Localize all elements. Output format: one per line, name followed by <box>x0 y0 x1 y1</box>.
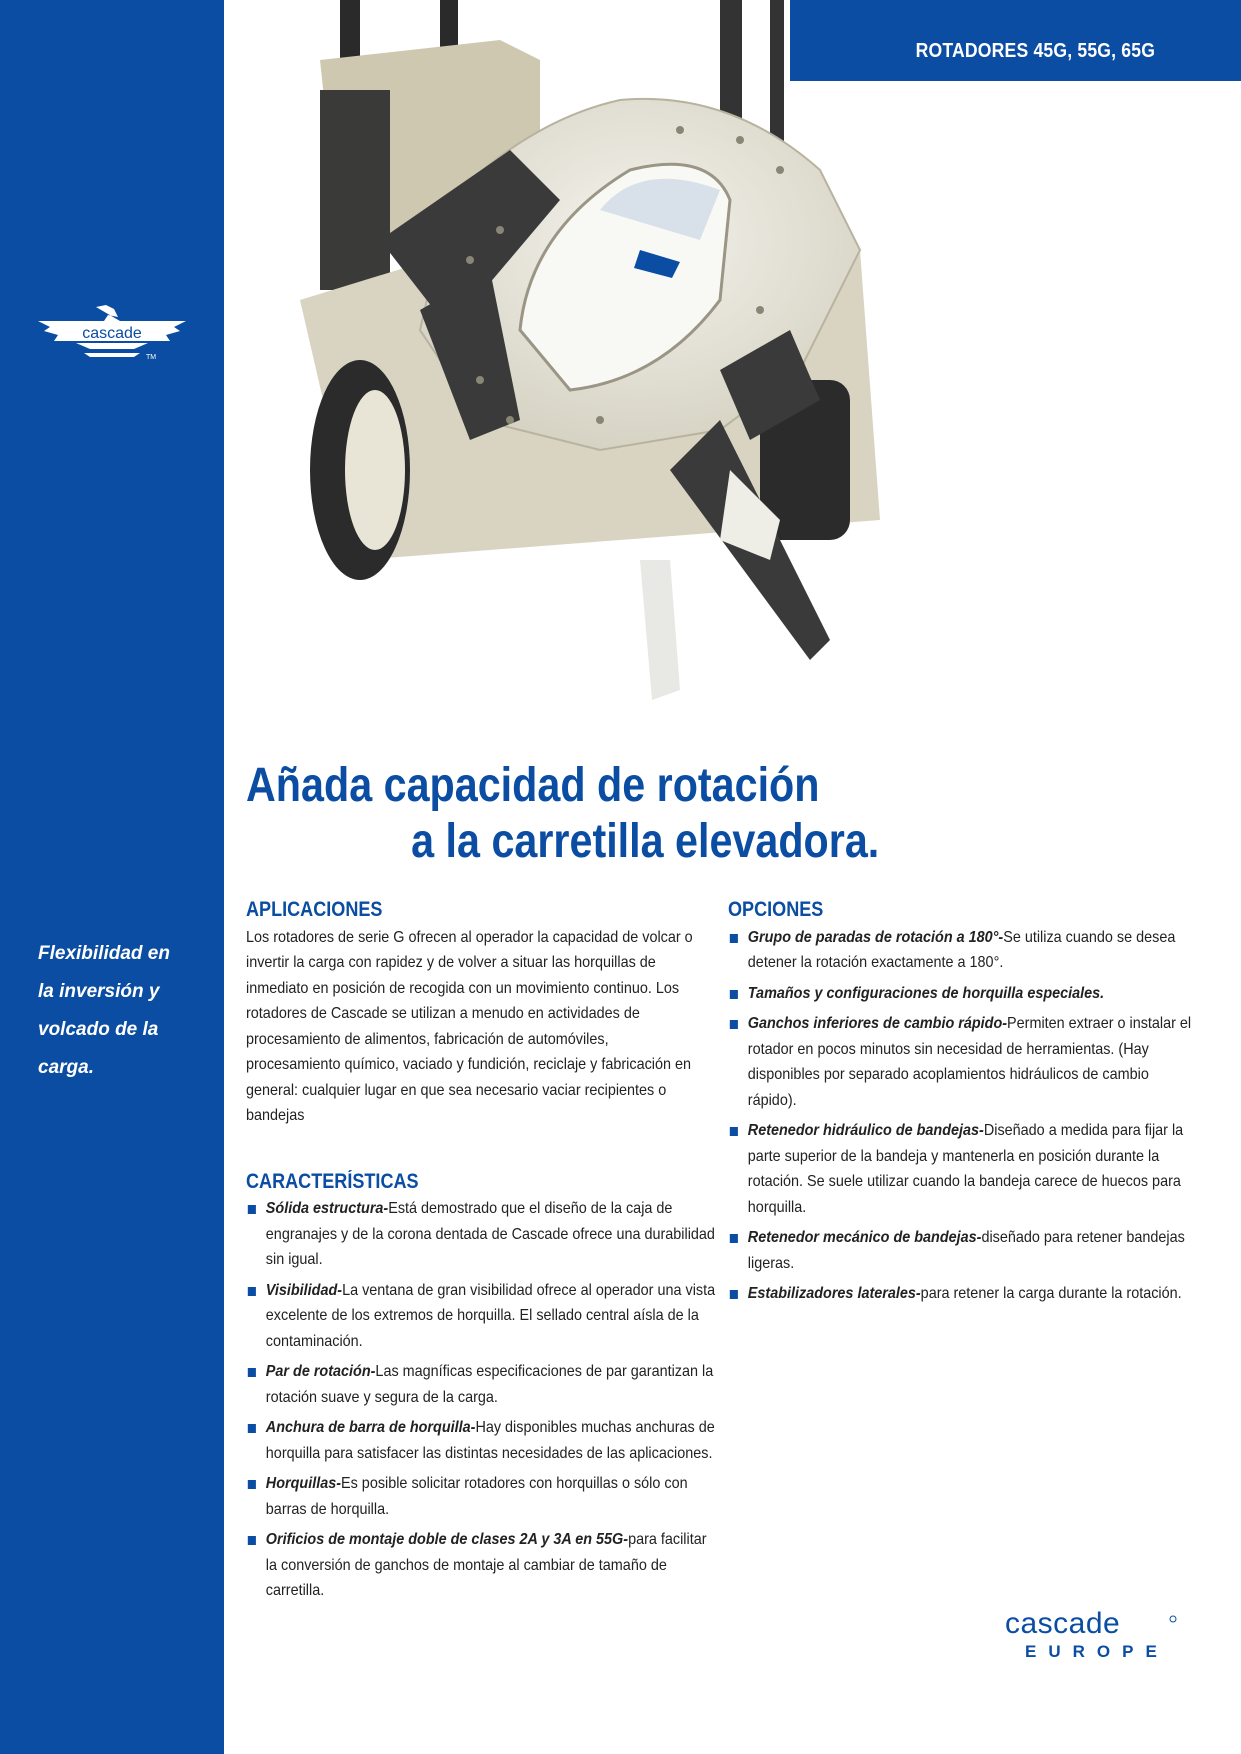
cascade-europe-logo <box>1003 1607 1179 1661</box>
list-item <box>728 1118 1197 1220</box>
tagline <box>38 935 208 1087</box>
feature-label: Par de rotación- <box>265 1363 376 1380</box>
feature-text: Está demostrado que el diseño de la caja de engranajes y de la corona dentada de Cascade ofrece una durabilidad sin igual. <box>265 1200 715 1268</box>
tagline-line: la inversión y <box>38 981 160 1002</box>
list-item <box>246 1359 717 1410</box>
feature-text: para facilitar la conversión de ganchos de montaje al cambiar de tamaño de carretilla. <box>265 1531 707 1599</box>
option-text: Diseñado a medida para fijar la parte superior de la bandeja y mantenerla en posición durante la rotación. Se suele utilizar cuando la bandeja carece de huecos para horquilla. <box>747 1122 1184 1216</box>
sidebar <box>0 0 224 1754</box>
option-text: para retener la carga durante la rotación. <box>920 1285 1182 1302</box>
list-item <box>246 1527 717 1604</box>
headline <box>246 758 879 870</box>
feature-label: Visibilidad- <box>265 1281 343 1299</box>
headline-line-2: a la carretilla elevadora. <box>411 815 880 868</box>
feature-label: Orificios de montaje doble de clases 2A y 3A en 55G- <box>265 1531 629 1548</box>
bullet-square-icon <box>248 1536 256 1545</box>
option-label: Estabilizadores laterales- <box>747 1285 921 1302</box>
left-column <box>246 897 716 1609</box>
option-label: Grupo de paradas de rotación a 180°- <box>747 928 1004 946</box>
logo-text: cascade <box>82 325 142 342</box>
bullet-square-icon <box>248 1368 256 1377</box>
option-label: Retenedor mecánico de bandejas- <box>747 1229 982 1246</box>
options-list <box>728 925 1192 1307</box>
option-label: Retenedor hidráulico de bandejas- <box>747 1122 984 1139</box>
list-item <box>728 1281 1197 1307</box>
list-item <box>728 925 1197 976</box>
list-item <box>246 1415 717 1466</box>
feature-label: Horquillas- <box>265 1475 342 1492</box>
bullet-square-icon <box>730 1020 738 1029</box>
bullet-square-icon <box>248 1287 256 1296</box>
footer-brand: cascade <box>1005 1607 1121 1640</box>
option-label: Ganchos inferiores de cambio rápido- <box>747 1015 1008 1032</box>
tagline-line: volcado de la <box>38 1019 159 1040</box>
option-text: Permiten extraer o instalar el rotador en pocos minutos sin necesidad de herramientas. (Hay disponibles por separado acoplamientos hidráulicos de cambio rápido). <box>747 1015 1192 1109</box>
feature-label: Sólida estructura- <box>265 1200 389 1217</box>
bullet-square-icon <box>248 1205 256 1214</box>
logo-tm: TM <box>146 354 157 361</box>
list-item <box>728 1225 1197 1276</box>
features-list <box>246 1196 716 1604</box>
bullet-square-icon <box>730 1127 738 1136</box>
feature-text: Es posible solicitar rotadores con horquillas o sólo con barras de horquilla. <box>265 1475 688 1518</box>
bullet-square-icon <box>730 990 738 999</box>
option-text: diseñado para retener bandejas ligeras. <box>747 1229 1185 1272</box>
right-column <box>728 897 1192 1312</box>
list-item <box>246 1196 717 1273</box>
applications-text: Los rotadores de serie G ofrecen al operador la capacidad de volcar o invertir la carga con rapidez y de volver a situar las horquillas de inmediato en posición de recogida con un movimiento continuo. Los rotadores de Cascade se utilizan a menudo en actividades de procesamiento de alimentos, fabricación de automóviles, procesamiento químico, vaciado y fundición, reciclaje y fabricación en general: cualquier lugar en que sea necesario vaciar recipientes o bandejas <box>246 928 693 1124</box>
list-item <box>246 1471 717 1522</box>
option-label: Tamaños y configuraciones de horquilla especiales. <box>747 984 1105 1002</box>
feature-text: La ventana de gran visibilidad ofrece al operador una vista excelente de los extremos de horquilla. El sellado central aísla de la contaminación. <box>265 1281 716 1350</box>
forklift-rotator-photo <box>300 0 900 700</box>
bullet-square-icon <box>730 1290 738 1299</box>
footer-region: EUROPE <box>1025 1642 1169 1661</box>
applications-title: APLICACIONES <box>246 898 383 921</box>
options-title: OPCIONES <box>728 898 824 921</box>
feature-label: Anchura de barra de horquilla- <box>265 1419 476 1436</box>
feature-text: Las magníficas especificaciones de par garantizan la rotación suave y segura de la carga. <box>265 1363 714 1406</box>
option-text: Se utiliza cuando se desea detener la rotación exactamente a 180°. <box>747 928 1176 971</box>
bullet-square-icon <box>730 1234 738 1243</box>
feature-text: Hay disponibles muchas anchuras de horquilla para satisfacer las distintas necesidades de las aplicaciones. <box>265 1419 715 1462</box>
tagline-line: Flexibilidad en <box>38 943 170 964</box>
list-item <box>728 981 1197 1007</box>
bullet-square-icon <box>730 934 738 943</box>
tagline-line: carga. <box>38 1057 94 1078</box>
list-item <box>728 1011 1197 1113</box>
features-title: CARACTERÍSTICAS <box>246 1169 419 1193</box>
headline-line-1: Añada capacidad de rotación <box>246 759 820 812</box>
cascade-logo <box>34 305 190 369</box>
header-title: ROTADORES 45G, 55G, 65G <box>915 40 1155 62</box>
bullet-square-icon <box>248 1480 256 1489</box>
list-item <box>246 1278 717 1355</box>
bullet-square-icon <box>248 1424 256 1433</box>
